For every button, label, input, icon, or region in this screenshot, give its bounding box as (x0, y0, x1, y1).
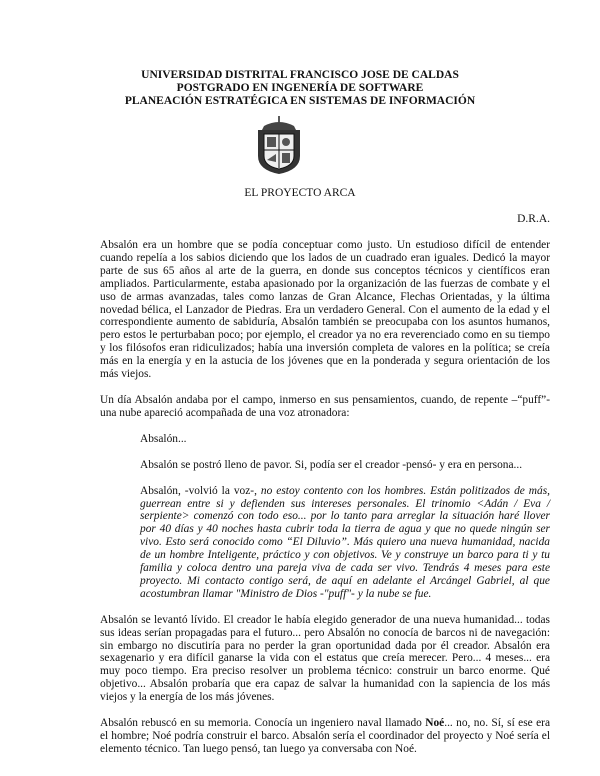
quote-lead: Absalón, -volvió la voz-, (140, 484, 261, 497)
quote-divine-message (140, 485, 550, 601)
header-course: PLANEACIÓN ESTRATÉGICA EN SISTEMAS DE INFORMACIÓN (124, 95, 476, 107)
noe-text-a: Absalón rebuscó en su memoria. Conocía un ingeniero naval llamado (100, 717, 426, 730)
university-seal-icon (256, 116, 302, 176)
quote-italic: no estoy contento con los hombres. Están politizados de más, guerrean entre si y defienden sus intereses personales. El trinomio <Adán / Eva / serpiente> comenzó con todo eso... por lo tanto para arreglar la situación haré llover por 40 días y 40 noches hasta cubrir toda la tierra de agua y que no quede ningún ser vivo. Esto será conocido como “El Diluvio”. Más quiero una nueva humanidad, nacida de un hombre Inteligente, práctico y con objetivos. Ve y construye un barco para ti y tu familia y coloca dentro una pareja viva de cada ser vivo. Tendrás 4 meses para este proyecto. Mi contacto contigo será, de aquí en adelante el Arcángel Gabriel, al que acostumbran llamar "Ministro de Dios -"puff"- y la nube se fue. (140, 484, 550, 600)
quote-absalon: Absalón... (140, 432, 187, 445)
noe-text-b: ... no, no. Sí, sí ese era el hombre; Noé podría construir el barco. Absalón sería el coordinador del proyecto y Noé sería el elemento técnico. Tan luego pensó, tan luego ya conversaba con Noé. (100, 717, 550, 755)
seal-container (0, 116, 600, 176)
document-title: EL PROYECTO ARCA (244, 187, 356, 199)
noe-name: Noé (425, 717, 445, 730)
paragraph-intro: Absalón era un hombre que se podía conceptuar como justo. Un estudioso difícil de entender cuando repelía a los sabios diciendo que los lados de un cuadrado eran iguales. Dedicó la mayor parte de sus 65 años al arte de la guerra, en donde sus conceptos técnicos y científicos eran ampliados. Particularmente, estaba apasionado por la organización de las fuerzas de combate y el uso de armas avanzadas, tales como lanzas de Gran Alcance, Flechas Orientadas, y la última novedad bélica, el Lanzador de Piedras. Era un verdadero General. Con el aumento de la edad y el correspondiente aumento de sabiduría, Absalón también se preocupaba con los asuntos humanos, pero estos le perturbaban poco; por ejemplo, el creador ya no era reverenciado como en su tiempo y los filósofos eran ridiculizados; había una inversión completa de valores en la política; se creía más en la energía y en la astucia de los jóvenes que en la ponderada y segura orientación de los más viejos. (100, 239, 550, 381)
author-initials: D.R.A. (517, 213, 550, 225)
header-program: POSTGRADO EN INGENERÍA DE SOFTWARE (176, 82, 424, 94)
paragraph-cloud: Un día Absalón andaba por el campo, inmerso en sus pensamientos, cuando, de repente –“puff”- una nube apareció acompañada de una voz atronadora: (100, 393, 550, 419)
header-university: UNIVERSIDAD DISTRITAL FRANCISCO JOSE DE CALDAS (141, 69, 459, 81)
paragraph-reaction: Absalón se levantó lívido. El creador le había elegido generador de una nueva humanidad... todas sus ideas serían propagadas para el futuro... pero Absalón no conocía de barcos ni de navegación: sin embargo no discutiría para no perder la gran oportunidad dada por él creador. Absalón era sexagenario y era difícil ganarse la vida con el estatus que creía merecer. Pero... 4 meses... era muy poco tiempo. Era preciso resolver un problema técnico: construir un barco enorme. Qué objetivo... Absalón probaría que era capaz de salvar la humanidad con la sapiencia de los más viejos y la energía de los más jóvenes. (100, 613, 550, 704)
paragraph-noe (100, 717, 550, 756)
quote-prostrate: Absalón se postró lleno de pavor. Si, podía ser el creador -pensó- y era en persona... (140, 458, 523, 471)
